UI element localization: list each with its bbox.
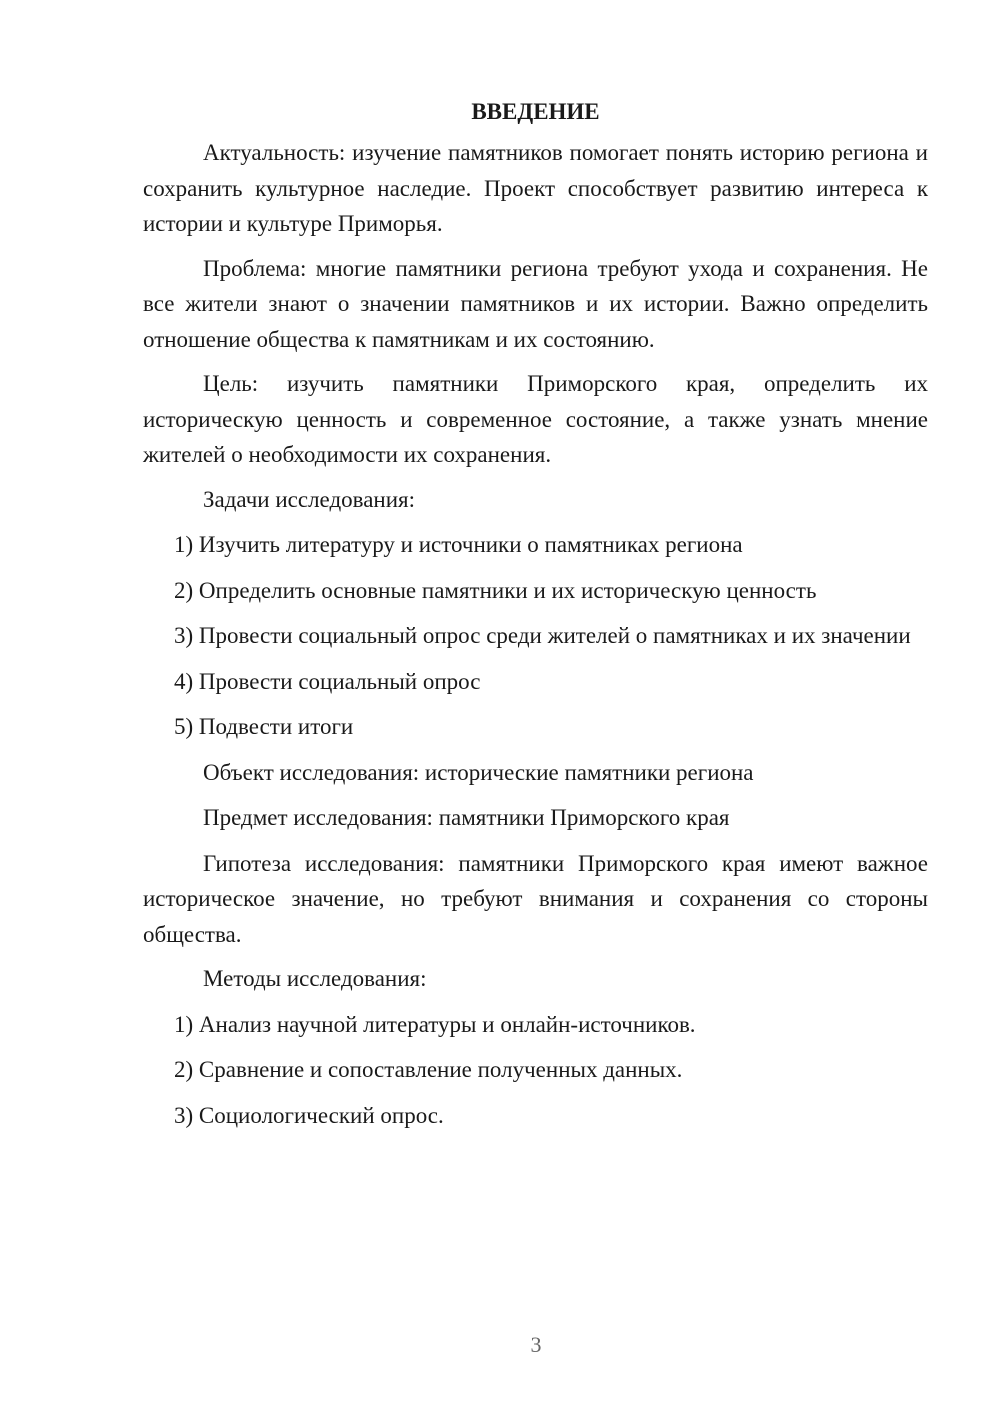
subject-paragraph: Предмет исследования: памятники Приморского края — [203, 805, 730, 830]
object-paragraph: Объект исследования: исторические памятники региона — [203, 759, 754, 785]
task-item: 4) Провести социальный опрос — [174, 668, 481, 694]
hypothesis-paragraph: Гипотеза исследования: памятники Приморского края имеют важное историческое значение, но требуют внимания и сохранения со стороны общества. — [143, 850, 928, 947]
method-item: 3) Социологический опрос. — [174, 1102, 444, 1128]
methods-heading: Методы исследования: — [203, 966, 427, 991]
section-title: ВВЕДЕНИЕ — [471, 99, 600, 124]
task-item: 3) Провести социальный опрос среди жителей о памятниках и их значении — [174, 623, 911, 648]
problem-paragraph: Проблема: многие памятники региона требуют ухода и сохранения. Не все жители знают о значении памятников и их истории. Важно определить отношение общества к памятникам и их состоянию. — [143, 255, 928, 352]
tasks-heading: Задачи исследования: — [203, 486, 416, 512]
page-number: 3 — [530, 1332, 542, 1357]
method-item: 2) Сравнение и сопоставление полученных данных. — [174, 1057, 683, 1082]
document-body — [143, 94, 928, 1143]
task-item: 5) Подвести итоги — [174, 714, 354, 739]
relevance-paragraph: Актуальность: изучение памятников помогает понять историю региона и сохранить культурное наследие. Проект способствует развитию интереса к истории и культуре Приморья. — [143, 140, 928, 236]
task-item: 2) Определить основные памятники и их историческую ценность — [174, 577, 817, 603]
method-item: 1) Анализ научной литературы и онлайн-источников. — [174, 1011, 696, 1037]
task-item: 1) Изучить литературу и источники о памятниках региона — [174, 532, 743, 557]
goal-paragraph: Цель: изучить памятники Приморского края, определить их историческую ценность и современное состояние, а также узнать мнение жителей о необходимости их сохранения. — [143, 371, 928, 467]
